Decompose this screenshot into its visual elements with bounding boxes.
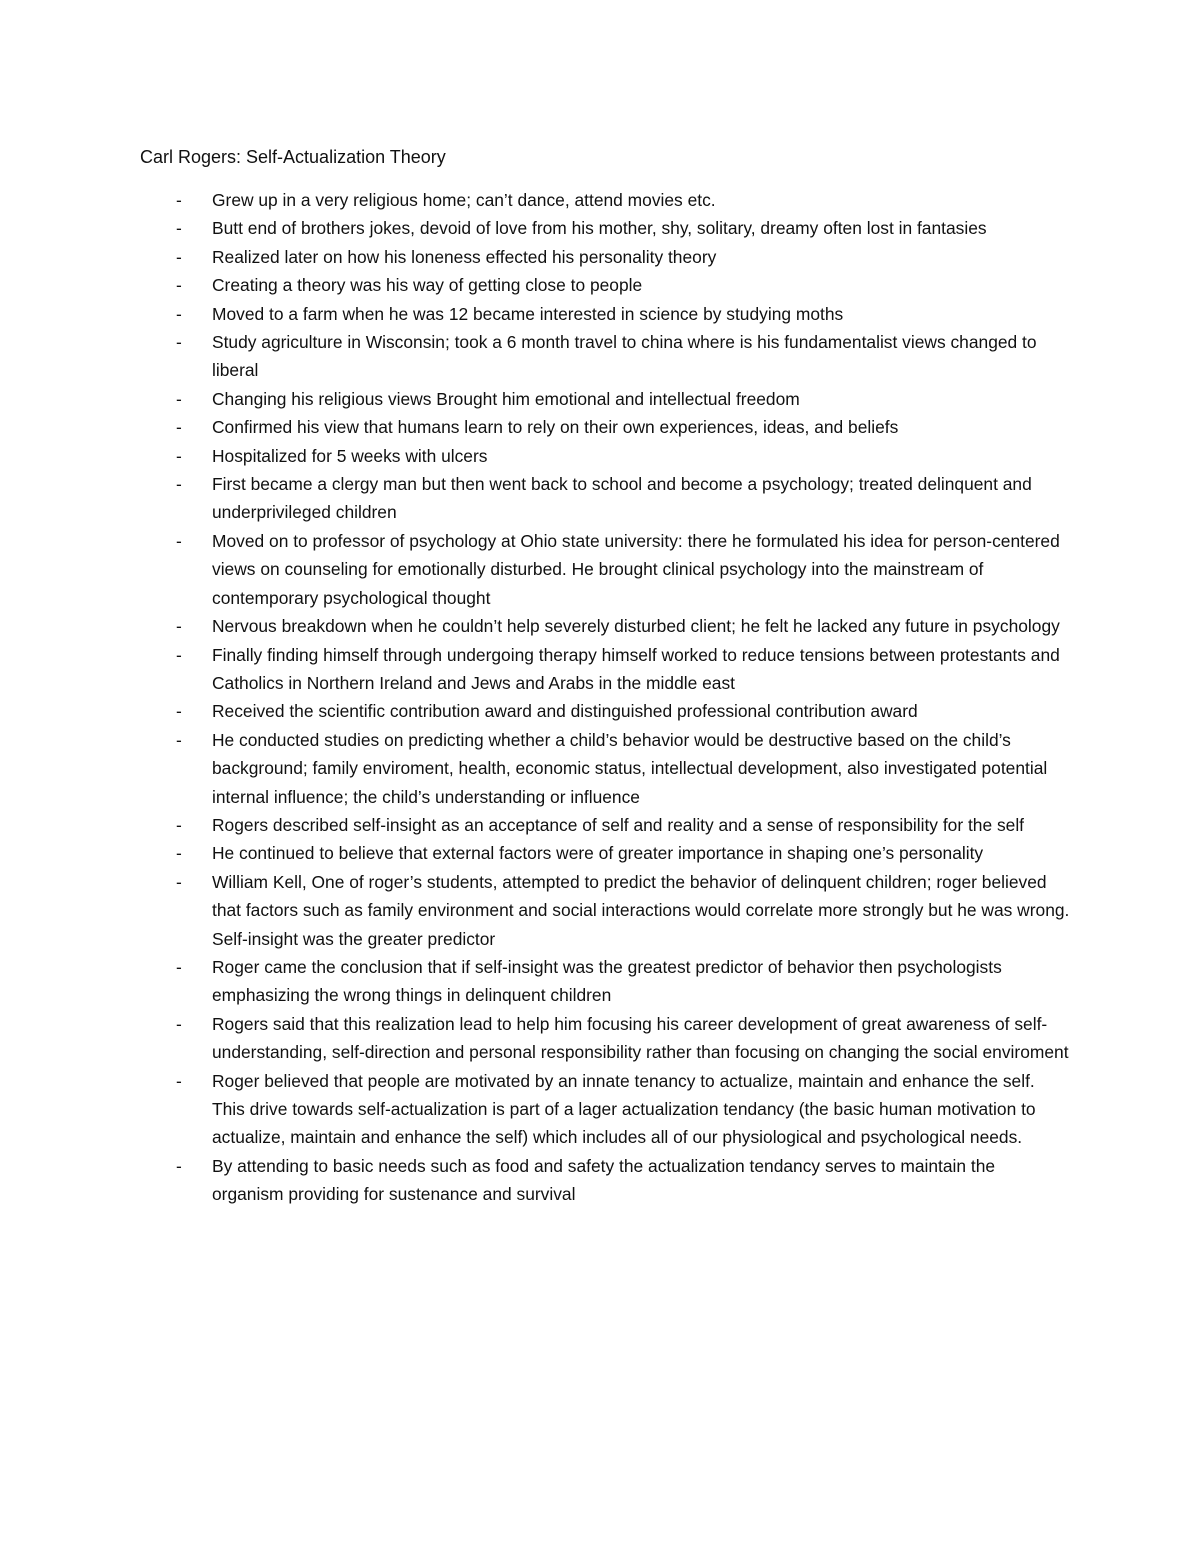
- bullet-dash: -: [176, 190, 182, 210]
- bullet-item: [140, 1067, 1070, 1152]
- bullet-text: Grew up in a very religious home; can’t dance, attend movies etc.: [212, 190, 716, 210]
- bullet-dash: -: [176, 474, 182, 495]
- bullet-item: [140, 328, 1070, 385]
- bullet-item: [140, 300, 1070, 328]
- bullet-item: [140, 1010, 1070, 1067]
- bullet-item: [140, 243, 1070, 271]
- bullet-item: [140, 186, 1070, 214]
- bullet-dash: -: [176, 616, 182, 637]
- bullet-item: [140, 726, 1070, 811]
- bullet-dash: -: [176, 530, 182, 551]
- bullet-item: [140, 839, 1070, 867]
- bullet-item: [140, 868, 1070, 953]
- bullet-text: First became a clergy man but then went back to school and become a psychology; treated delinquent and underprivileged children: [212, 474, 1032, 523]
- bullet-text: Confirmed his view that humans learn to rely on their own experiences, ideas, and beliefs: [212, 417, 899, 438]
- bullet-dash: -: [176, 275, 182, 296]
- bullet-dash: -: [176, 246, 182, 267]
- bullet-text: By attending to basic needs such as food and safety the actualization tendancy serves to maintain the organism providing for sustenance and survival: [212, 1155, 996, 1205]
- bullet-dash: -: [176, 445, 182, 466]
- bullet-dash: -: [176, 1070, 182, 1091]
- bullet-dash: -: [176, 644, 182, 665]
- bullet-item: [140, 442, 1070, 470]
- document-title: Carl Rogers: Self-Actualization Theory: [140, 147, 446, 167]
- bullet-dash: -: [176, 218, 182, 239]
- bullet-dash: -: [176, 1155, 182, 1176]
- bullet-dash: -: [176, 729, 182, 750]
- bullet-text: Roger came the conclusion that if self-insight was the greatest predictor of behavior then psychologists emphasizing the wrong things in delinquent children: [212, 956, 1002, 1006]
- bullet-item: [140, 641, 1070, 698]
- bullet-text: Received the scientific contribution award and distinguished professional contribution award: [212, 701, 918, 722]
- bullet-item: [140, 413, 1070, 441]
- bullet-text: He conducted studies on predicting whether a child’s behavior would be destructive based on the child’s background; family enviroment, health, economic status, intellectual development, also investigated potential internal influence; the child’s understanding or influence: [212, 729, 1048, 807]
- bullet-item: [140, 1152, 1070, 1209]
- bullet-item: [140, 385, 1070, 413]
- bullet-item: [140, 527, 1070, 612]
- bullet-text: Rogers said that this realization lead to help him focusing his career development of great awareness of self-understanding, self-direction and personal responsibility rather than focusing on changing the social enviroment: [212, 1013, 1069, 1063]
- bullet-item: [140, 953, 1070, 1010]
- bullet-text: Rogers described self-insight as an acceptance of self and reality and a sense of responsibility for the self: [212, 814, 1025, 835]
- bullet-text: Nervous breakdown when he couldn’t help severely disturbed client; he felt he lacked any future in psychology: [212, 616, 1060, 637]
- bullet-dash: -: [176, 814, 182, 835]
- bullet-text: Finally finding himself through undergoing therapy himself worked to reduce tensions between protestants and Catholics in Northern Ireland and Jews and Arabs in the middle east: [212, 644, 1060, 693]
- bullet-dash: -: [176, 303, 182, 324]
- bullet-dash: -: [176, 956, 182, 977]
- bullet-dash: -: [176, 1013, 182, 1034]
- bullet-dash: -: [176, 332, 182, 353]
- bullet-text: Creating a theory was his way of getting close to people: [212, 275, 643, 296]
- bullet-dash: -: [176, 417, 182, 438]
- bullet-dash: -: [176, 388, 182, 409]
- bullet-item: [140, 811, 1070, 839]
- bullet-text: Butt end of brothers jokes, devoid of love from his mother, shy, solitary, dreamy often lost in fantasies: [212, 218, 987, 239]
- bullet-item: [140, 271, 1070, 299]
- bullet-text: Hospitalized for 5 weeks with ulcers: [212, 445, 488, 466]
- bullet-text: He continued to believe that external factors were of greater importance in shaping one’s personality: [212, 843, 984, 864]
- bullet-text: Study agriculture in Wisconsin; took a 6 month travel to china where is his fundamentalist views changed to liberal: [212, 332, 1037, 381]
- bullet-item: [140, 214, 1070, 242]
- bullet-dash: -: [176, 871, 182, 892]
- bullet-dash: -: [176, 843, 182, 864]
- bullet-item: [140, 697, 1070, 725]
- bullet-item: [140, 470, 1070, 527]
- bullet-text: Realized later on how his loneness effected his personality theory: [212, 246, 717, 267]
- bullet-item: [140, 612, 1070, 640]
- bullet-text: Changing his religious views Brought him emotional and intellectual freedom: [212, 388, 800, 409]
- bullet-text: Roger believed that people are motivated by an innate tenancy to actualize, maintain and enhance the self. This drive towards self-actualization is part of a lager actualization tendancy (the basic human motivation to actualize, maintain and enhance the self) which includes all of our physiological and psychological needs.: [212, 1070, 1036, 1148]
- bullet-text: William Kell, One of roger’s students, attempted to predict the behavior of delinquent children; roger believed that factors such as family environment and social interactions would correlate more strongly but he was wrong. Self-insight was the greater predictor: [212, 871, 1070, 949]
- bullet-list: [140, 186, 1070, 1209]
- bullet-text: Moved on to professor of psychology at Ohio state university: there he formulated his idea for person-centered views on counseling for emotionally disturbed. He brought clinical psychology into the mainstream of contemporary psychological thought: [212, 530, 1060, 608]
- bullet-dash: -: [176, 701, 182, 722]
- bullet-text: Moved to a farm when he was 12 became interested in science by studying moths: [212, 303, 844, 324]
